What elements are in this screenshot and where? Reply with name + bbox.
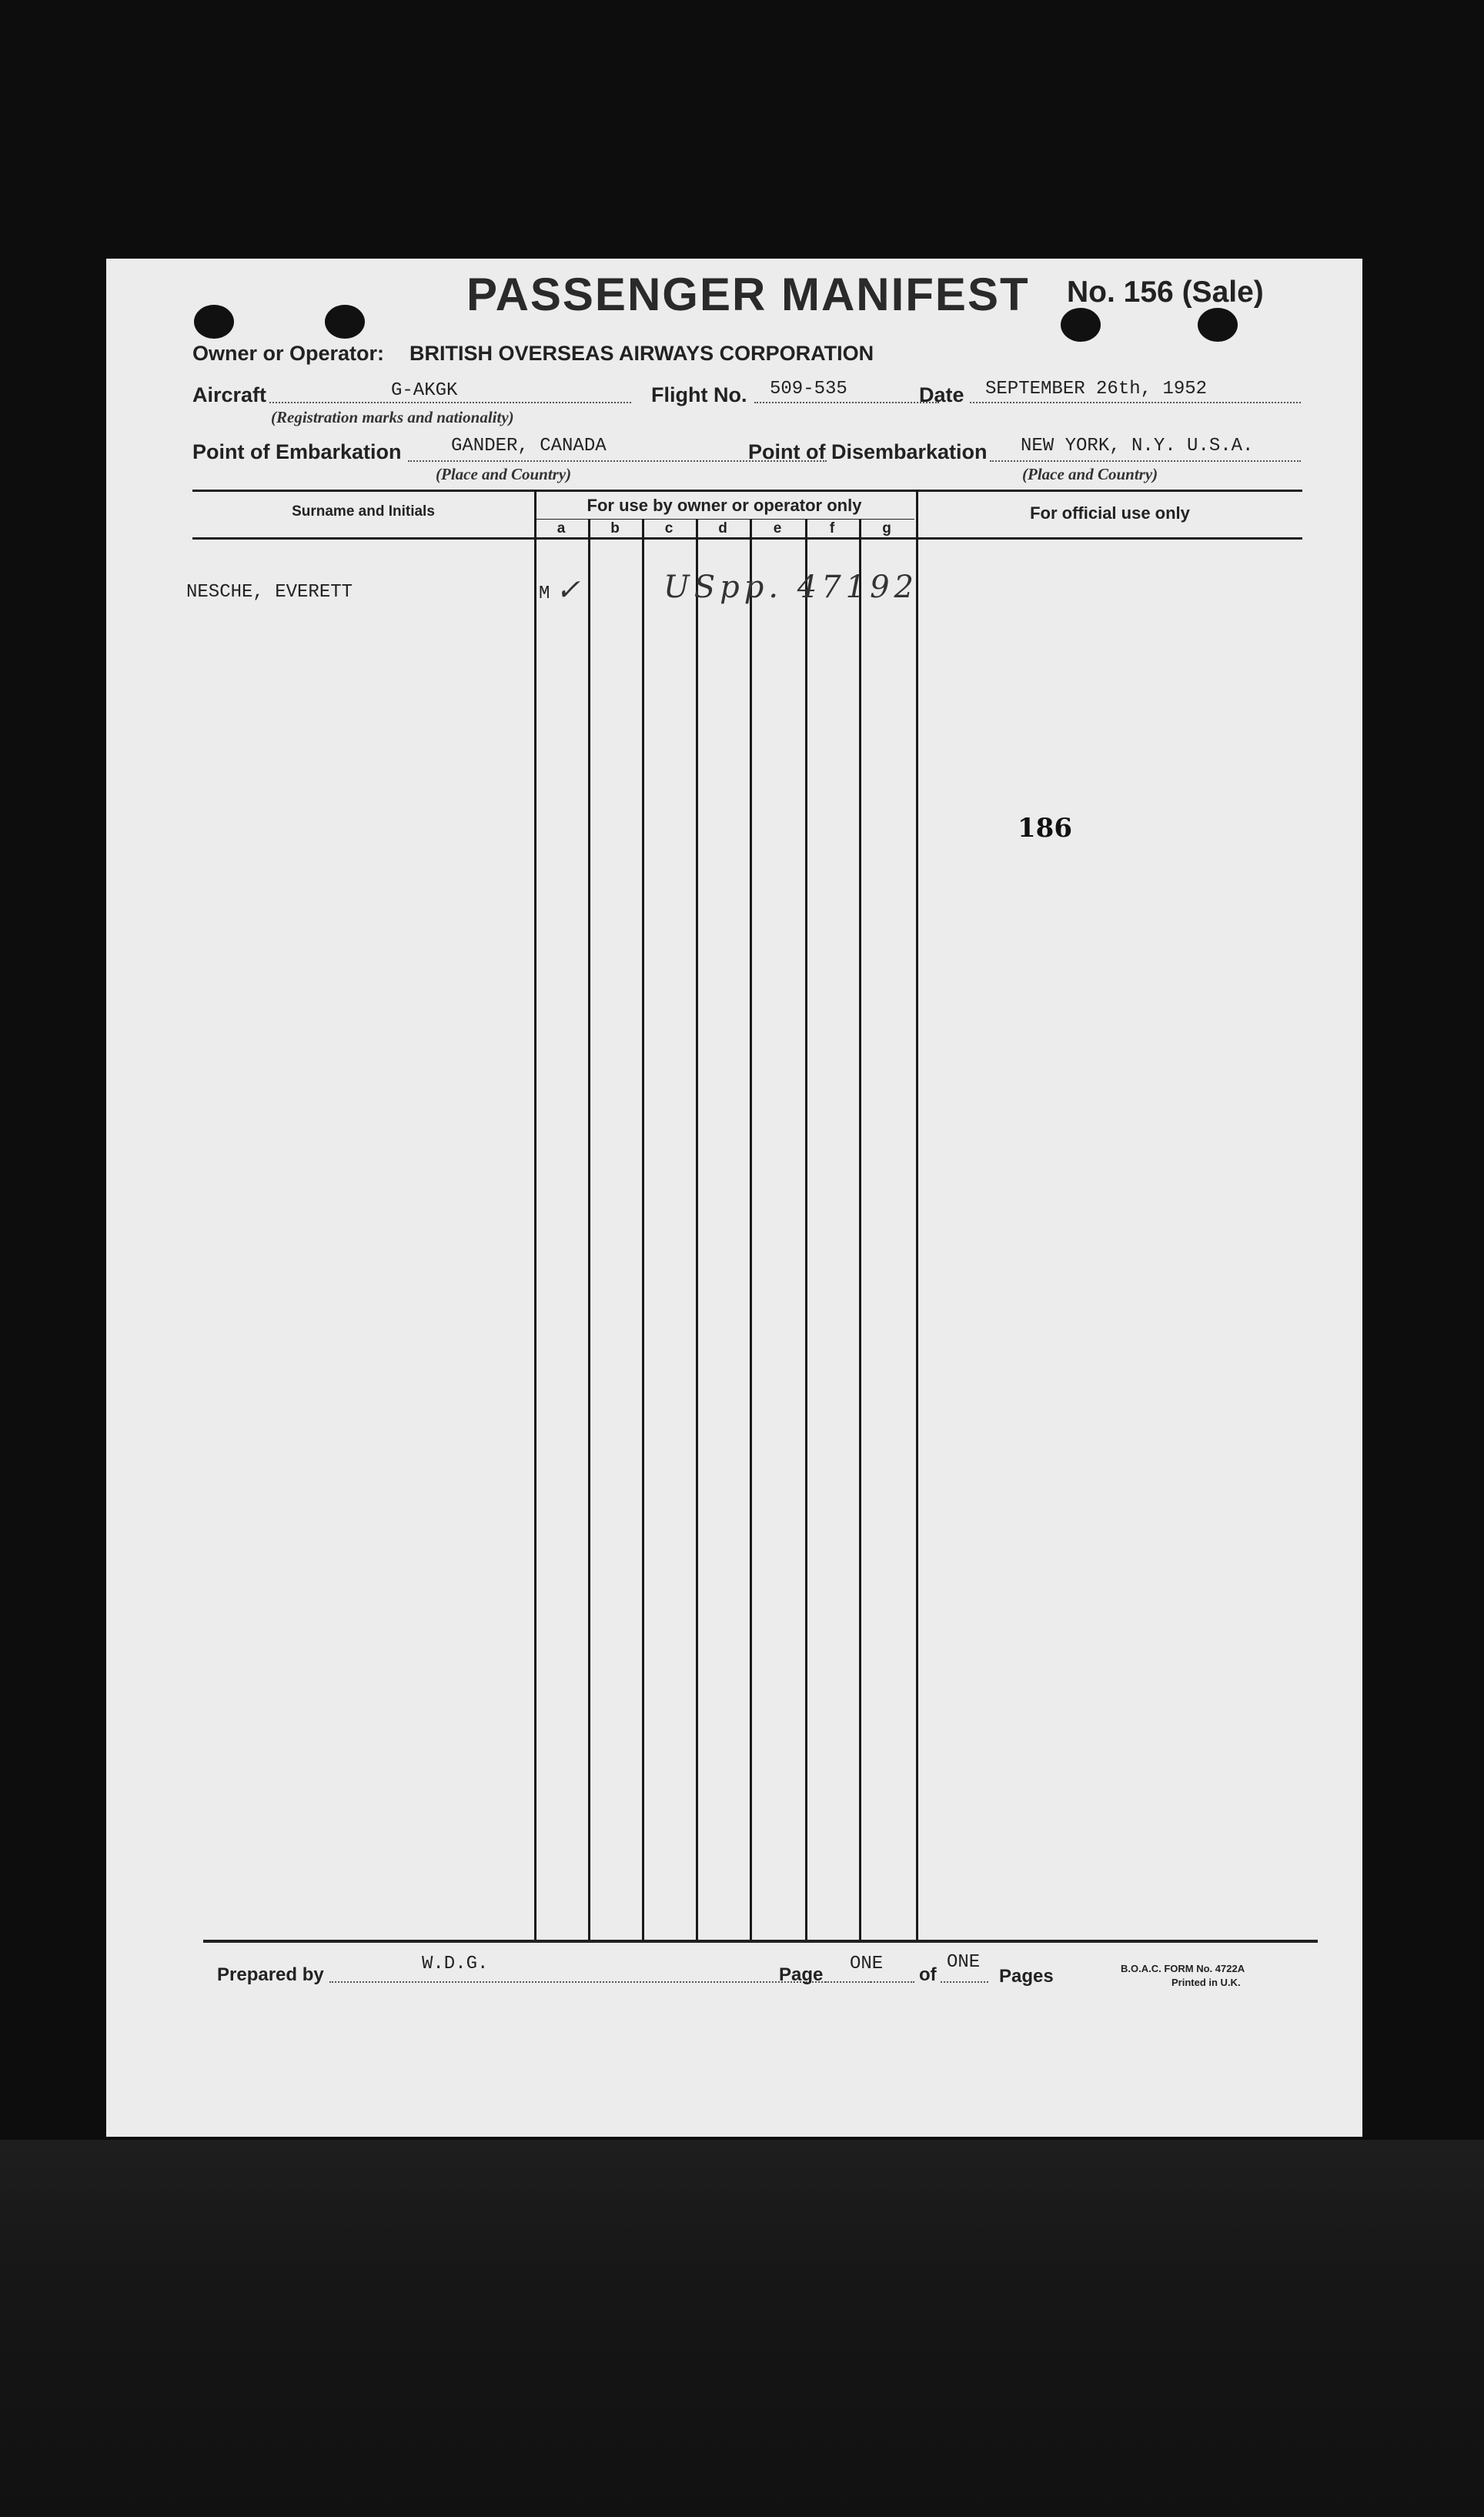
aircraft-label: Aircraft <box>192 383 267 406</box>
passenger-name: NESCHE, EVERETT <box>186 582 353 603</box>
document-title: PASSENGER MANIFEST <box>466 269 1030 320</box>
background-band <box>0 2140 1484 2517</box>
of-line <box>941 1981 988 1983</box>
table-bottom-rule <box>203 1940 1318 1943</box>
owner-label: Owner or Operator: <box>192 342 385 365</box>
handwritten-passport-note: USpp. 47192 <box>663 570 918 605</box>
form-number: B.O.A.C. FORM No. 4722A <box>1121 1963 1245 1974</box>
column-rule-7 <box>859 519 861 1940</box>
column-rule-8 <box>916 490 918 1940</box>
date-value: SEPTEMBER 26th, 1952 <box>985 379 1208 399</box>
disembarkation-note: (Place and Country) <box>1022 465 1158 483</box>
punch-hole-left-1 <box>194 305 234 339</box>
column-e-header: e <box>773 520 782 536</box>
column-rule-1 <box>534 490 536 1940</box>
prepared-label: Prepared by <box>217 1964 324 1985</box>
table-top-rule <box>192 490 1302 492</box>
owner-value: BRITISH OVERSEAS AIRWAYS CORPORATION <box>409 342 874 365</box>
flight-label: Flight No. <box>651 383 747 406</box>
official-stamp-number: 186 <box>1018 813 1072 844</box>
column-c-header: c <box>664 520 673 536</box>
punch-hole-right-2 <box>1198 308 1238 342</box>
column-rule-6 <box>805 519 807 1940</box>
manifest-number: No. 156 (Sale) <box>1067 276 1264 309</box>
prepared-value: W.D.G. <box>422 1954 489 1974</box>
aircraft-line <box>269 402 631 403</box>
column-b-header: b <box>610 520 620 536</box>
printed-in: Printed in U.K. <box>1171 1977 1241 1988</box>
embarkation-note: (Place and Country) <box>436 465 572 483</box>
punch-hole-right-1 <box>1061 308 1101 342</box>
passenger-sex: M <box>539 583 550 604</box>
column-rule-4 <box>696 519 698 1940</box>
flight-value: 509-535 <box>770 379 847 399</box>
column-rule-2 <box>588 519 590 1940</box>
disembarkation-line <box>990 460 1301 462</box>
of-value: ONE <box>947 1952 981 1973</box>
embarkation-value: GANDER, CANADA <box>451 436 607 456</box>
official-header: For official use only <box>1030 503 1190 523</box>
aircraft-note: (Registration marks and nationality) <box>271 408 514 426</box>
column-g-header: g <box>882 520 891 536</box>
flight-line <box>754 402 939 403</box>
embarkation-label: Point of Embarkation <box>192 440 402 463</box>
date-label: Date <box>919 383 964 406</box>
punch-hole-left-2 <box>325 305 365 339</box>
operator-subheader-rule <box>534 519 914 520</box>
check-mark: ✓ <box>556 573 580 607</box>
surname-header: Surname and Initials <box>292 503 435 520</box>
column-rule-5 <box>750 519 752 1940</box>
of-label: of <box>919 1964 937 1985</box>
column-f-header: f <box>829 520 835 536</box>
passenger-manifest-document <box>106 259 1362 2137</box>
operator-header: For use by owner or operator only <box>587 496 862 515</box>
page-label: Page <box>779 1964 824 1985</box>
column-a-header: a <box>556 520 566 536</box>
column-rule-3 <box>642 519 644 1940</box>
page-line <box>825 1981 914 1983</box>
table-header-bottom-rule <box>192 537 1302 540</box>
pages-label: Pages <box>999 1966 1054 1987</box>
disembarkation-label: Point of Disembarkation <box>748 440 988 463</box>
column-d-header: d <box>718 520 727 536</box>
disembarkation-value: NEW YORK, N.Y. U.S.A. <box>1021 436 1254 456</box>
page-value: ONE <box>850 1954 884 1974</box>
date-line <box>970 402 1301 403</box>
aircraft-value: G-AKGK <box>391 380 458 401</box>
